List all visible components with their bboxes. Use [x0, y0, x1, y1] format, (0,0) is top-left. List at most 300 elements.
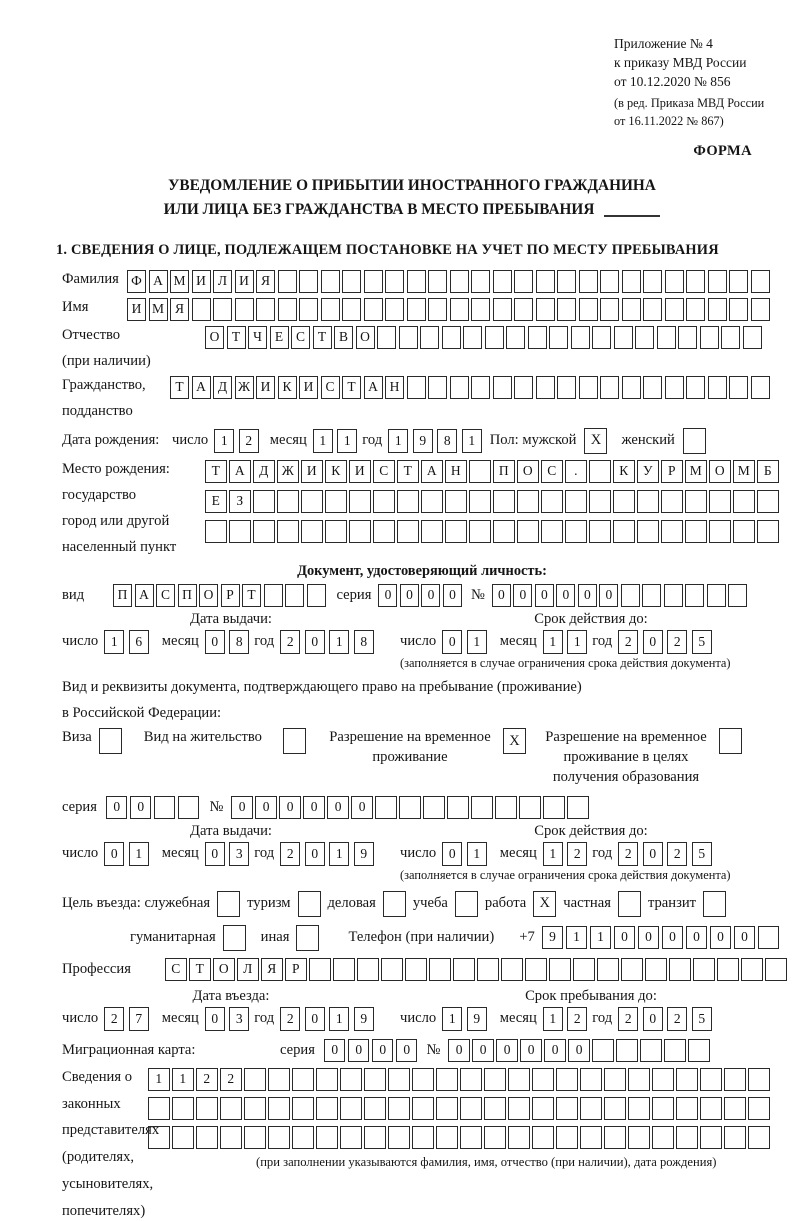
char-cell[interactable] — [557, 376, 576, 399]
char-cell[interactable] — [429, 958, 451, 981]
char-cell[interactable]: Б — [757, 460, 779, 483]
char-cell[interactable] — [600, 298, 619, 321]
char-cell[interactable] — [536, 298, 555, 321]
char-cell[interactable]: 1 — [337, 429, 357, 453]
char-cell[interactable] — [268, 1126, 290, 1149]
char-cell[interactable]: В — [334, 326, 353, 349]
char-cell[interactable]: М — [733, 460, 755, 483]
char-cell[interactable] — [453, 958, 475, 981]
stay-until-day-cells[interactable] — [442, 1007, 487, 1031]
char-cell[interactable]: Я — [170, 298, 189, 321]
char-cell[interactable] — [278, 298, 297, 321]
birthplace-cells-row1[interactable] — [205, 460, 779, 483]
char-cell[interactable] — [579, 376, 598, 399]
char-cell[interactable] — [757, 520, 779, 543]
char-cell[interactable] — [381, 958, 403, 981]
char-cell[interactable]: 0 — [544, 1039, 566, 1062]
char-cell[interactable]: Д — [213, 376, 232, 399]
char-cell[interactable] — [342, 270, 361, 293]
char-cell[interactable]: А — [192, 376, 211, 399]
doc-type-cells[interactable] — [113, 584, 326, 607]
char-cell[interactable] — [412, 1126, 434, 1149]
char-cell[interactable] — [445, 520, 467, 543]
char-cell[interactable] — [321, 298, 340, 321]
char-cell[interactable] — [196, 1097, 218, 1120]
stay-series-cells[interactable] — [106, 796, 200, 819]
char-cell[interactable]: 2 — [567, 842, 587, 866]
char-cell[interactable] — [621, 584, 640, 607]
char-cell[interactable] — [724, 1068, 746, 1091]
char-cell[interactable]: 2 — [104, 1007, 124, 1031]
birthplace-cells-row2[interactable] — [205, 490, 779, 513]
char-cell[interactable]: 1 — [543, 1007, 563, 1031]
char-cell[interactable]: О — [213, 958, 235, 981]
char-cell[interactable] — [669, 958, 691, 981]
char-cell[interactable] — [307, 584, 326, 607]
char-cell[interactable]: А — [135, 584, 154, 607]
char-cell[interactable]: 2 — [618, 630, 638, 654]
char-cell[interactable]: 2 — [280, 630, 300, 654]
char-cell[interactable] — [688, 1039, 710, 1062]
char-cell[interactable]: Н — [445, 460, 467, 483]
char-cell[interactable] — [748, 1097, 770, 1120]
stay-issue-year-cells[interactable] — [280, 842, 374, 866]
char-cell[interactable]: Ж — [235, 376, 254, 399]
char-cell[interactable] — [421, 520, 443, 543]
char-cell[interactable]: 0 — [643, 842, 663, 866]
char-cell[interactable] — [450, 298, 469, 321]
char-cell[interactable]: 0 — [442, 842, 462, 866]
char-cell[interactable] — [733, 490, 755, 513]
char-cell[interactable] — [447, 796, 469, 819]
char-cell[interactable]: Ч — [248, 326, 267, 349]
char-cell[interactable] — [597, 958, 619, 981]
char-cell[interactable] — [407, 270, 426, 293]
char-cell[interactable]: 1 — [543, 630, 563, 654]
char-cell[interactable] — [637, 490, 659, 513]
char-cell[interactable] — [471, 270, 490, 293]
char-cell[interactable] — [686, 270, 705, 293]
char-cell[interactable]: Р — [285, 958, 307, 981]
char-cell[interactable]: 0 — [279, 796, 301, 819]
char-cell[interactable] — [364, 1126, 386, 1149]
char-cell[interactable]: Р — [221, 584, 240, 607]
char-cell[interactable] — [700, 1068, 722, 1091]
char-cell[interactable]: 1 — [467, 842, 487, 866]
char-cell[interactable] — [621, 958, 643, 981]
char-cell[interactable]: Т — [242, 584, 261, 607]
char-cell[interactable] — [385, 298, 404, 321]
char-cell[interactable]: Т — [342, 376, 361, 399]
char-cell[interactable]: Е — [205, 490, 227, 513]
char-cell[interactable] — [445, 490, 467, 513]
char-cell[interactable] — [450, 270, 469, 293]
char-cell[interactable] — [148, 1126, 170, 1149]
char-cell[interactable] — [717, 958, 739, 981]
char-cell[interactable]: С — [156, 584, 175, 607]
char-cell[interactable]: 0 — [351, 796, 373, 819]
char-cell[interactable]: 0 — [305, 842, 325, 866]
char-cell[interactable] — [436, 1097, 458, 1120]
char-cell[interactable] — [364, 298, 383, 321]
char-cell[interactable] — [501, 958, 523, 981]
char-cell[interactable] — [388, 1068, 410, 1091]
representatives-row2[interactable] — [148, 1097, 782, 1120]
char-cell[interactable] — [686, 376, 705, 399]
char-cell[interactable] — [277, 490, 299, 513]
char-cell[interactable] — [412, 1068, 434, 1091]
char-cell[interactable] — [471, 796, 493, 819]
purpose-official-checkbox[interactable] — [217, 891, 240, 917]
char-cell[interactable]: 1 — [214, 429, 234, 453]
char-cell[interactable] — [536, 376, 555, 399]
char-cell[interactable] — [460, 1068, 482, 1091]
char-cell[interactable] — [600, 376, 619, 399]
char-cell[interactable] — [325, 520, 347, 543]
char-cell[interactable] — [469, 490, 491, 513]
char-cell[interactable] — [635, 326, 654, 349]
char-cell[interactable] — [349, 490, 371, 513]
char-cell[interactable] — [493, 376, 512, 399]
char-cell[interactable] — [709, 520, 731, 543]
char-cell[interactable]: Т — [313, 326, 332, 349]
char-cell[interactable]: 9 — [354, 842, 374, 866]
char-cell[interactable]: У — [637, 460, 659, 483]
char-cell[interactable] — [642, 584, 661, 607]
char-cell[interactable] — [580, 1097, 602, 1120]
char-cell[interactable]: И — [299, 376, 318, 399]
char-cell[interactable]: О — [517, 460, 539, 483]
char-cell[interactable] — [514, 298, 533, 321]
purpose-business-checkbox[interactable] — [383, 891, 406, 917]
char-cell[interactable] — [580, 1068, 602, 1091]
char-cell[interactable] — [565, 490, 587, 513]
char-cell[interactable] — [652, 1126, 674, 1149]
char-cell[interactable]: 0 — [472, 1039, 494, 1062]
char-cell[interactable]: 0 — [535, 584, 554, 607]
char-cell[interactable] — [514, 376, 533, 399]
char-cell[interactable] — [373, 490, 395, 513]
char-cell[interactable] — [708, 298, 727, 321]
char-cell[interactable]: 2 — [196, 1068, 218, 1091]
char-cell[interactable]: 1 — [329, 630, 349, 654]
char-cell[interactable] — [729, 298, 748, 321]
char-cell[interactable] — [589, 490, 611, 513]
char-cell[interactable] — [604, 1126, 626, 1149]
char-cell[interactable] — [728, 584, 747, 607]
char-cell[interactable]: 2 — [667, 842, 687, 866]
char-cell[interactable] — [292, 1097, 314, 1120]
char-cell[interactable]: 0 — [568, 1039, 590, 1062]
char-cell[interactable] — [292, 1068, 314, 1091]
char-cell[interactable] — [652, 1068, 674, 1091]
char-cell[interactable]: 2 — [280, 1007, 300, 1031]
gender-female-checkbox[interactable] — [683, 428, 706, 454]
char-cell[interactable]: 1 — [329, 1007, 349, 1031]
char-cell[interactable] — [541, 490, 563, 513]
char-cell[interactable] — [556, 1126, 578, 1149]
char-cell[interactable] — [373, 520, 395, 543]
char-cell[interactable] — [301, 490, 323, 513]
char-cell[interactable] — [676, 1097, 698, 1120]
char-cell[interactable]: С — [291, 326, 310, 349]
char-cell[interactable] — [450, 376, 469, 399]
doc-issue-year-cells[interactable] — [280, 630, 374, 654]
char-cell[interactable] — [428, 298, 447, 321]
char-cell[interactable]: 8 — [437, 429, 457, 453]
char-cell[interactable]: . — [565, 460, 587, 483]
char-cell[interactable]: Л — [237, 958, 259, 981]
char-cell[interactable] — [571, 326, 590, 349]
representatives-row1[interactable] — [148, 1068, 782, 1091]
char-cell[interactable]: 1 — [462, 429, 482, 453]
char-cell[interactable] — [253, 520, 275, 543]
doc-valid-year-cells[interactable] — [618, 630, 712, 654]
char-cell[interactable] — [484, 1068, 506, 1091]
char-cell[interactable] — [721, 326, 740, 349]
char-cell[interactable] — [708, 376, 727, 399]
char-cell[interactable]: Я — [261, 958, 283, 981]
char-cell[interactable] — [493, 270, 512, 293]
purpose-transit-checkbox[interactable] — [703, 891, 726, 917]
char-cell[interactable]: 0 — [492, 584, 511, 607]
char-cell[interactable] — [519, 796, 541, 819]
char-cell[interactable] — [678, 326, 697, 349]
migration-number-cells[interactable] — [448, 1039, 710, 1062]
char-cell[interactable] — [556, 1068, 578, 1091]
char-cell[interactable] — [700, 1126, 722, 1149]
char-cell[interactable] — [469, 520, 491, 543]
char-cell[interactable] — [514, 270, 533, 293]
char-cell[interactable] — [543, 796, 565, 819]
char-cell[interactable] — [388, 1097, 410, 1120]
char-cell[interactable] — [643, 298, 662, 321]
char-cell[interactable] — [751, 270, 770, 293]
char-cell[interactable] — [399, 326, 418, 349]
phone-cells[interactable] — [542, 926, 780, 949]
profession-cells[interactable] — [165, 958, 787, 981]
entry-month-cells[interactable] — [205, 1007, 250, 1031]
char-cell[interactable] — [709, 490, 731, 513]
char-cell[interactable] — [471, 376, 490, 399]
char-cell[interactable]: Т — [189, 958, 211, 981]
char-cell[interactable] — [556, 1097, 578, 1120]
char-cell[interactable]: М — [685, 460, 707, 483]
char-cell[interactable] — [506, 326, 525, 349]
char-cell[interactable]: 0 — [205, 630, 225, 654]
char-cell[interactable]: 0 — [638, 926, 660, 949]
char-cell[interactable]: 1 — [313, 429, 333, 453]
doc-number-cells[interactable] — [492, 584, 748, 607]
char-cell[interactable]: 2 — [667, 1007, 687, 1031]
char-cell[interactable] — [192, 298, 211, 321]
char-cell[interactable]: Я — [256, 270, 275, 293]
char-cell[interactable] — [748, 1126, 770, 1149]
char-cell[interactable]: 0 — [255, 796, 277, 819]
char-cell[interactable]: И — [127, 298, 146, 321]
rvp-education-checkbox[interactable] — [719, 728, 742, 754]
char-cell[interactable] — [613, 520, 635, 543]
char-cell[interactable] — [469, 460, 491, 483]
char-cell[interactable] — [316, 1126, 338, 1149]
char-cell[interactable] — [751, 376, 770, 399]
char-cell[interactable]: Л — [213, 270, 232, 293]
birthplace-cells-row3[interactable] — [205, 520, 779, 543]
char-cell[interactable]: А — [149, 270, 168, 293]
birth-year-cells[interactable] — [388, 429, 482, 453]
purpose-tourism-checkbox[interactable] — [298, 891, 321, 917]
char-cell[interactable]: О — [199, 584, 218, 607]
char-cell[interactable] — [614, 326, 633, 349]
purpose-study-checkbox[interactable] — [455, 891, 478, 917]
char-cell[interactable]: 0 — [348, 1039, 370, 1062]
char-cell[interactable] — [205, 520, 227, 543]
char-cell[interactable]: И — [256, 376, 275, 399]
char-cell[interactable] — [517, 520, 539, 543]
char-cell[interactable] — [460, 1097, 482, 1120]
char-cell[interactable] — [604, 1068, 626, 1091]
char-cell[interactable]: 0 — [578, 584, 597, 607]
char-cell[interactable] — [765, 958, 787, 981]
char-cell[interactable]: О — [356, 326, 375, 349]
char-cell[interactable] — [622, 298, 641, 321]
char-cell[interactable]: 0 — [205, 1007, 225, 1031]
char-cell[interactable] — [557, 298, 576, 321]
birth-month-cells[interactable] — [313, 429, 358, 453]
char-cell[interactable]: М — [170, 270, 189, 293]
char-cell[interactable] — [565, 520, 587, 543]
char-cell[interactable] — [637, 520, 659, 543]
char-cell[interactable] — [708, 270, 727, 293]
char-cell[interactable]: Р — [661, 460, 683, 483]
char-cell[interactable]: 2 — [618, 842, 638, 866]
char-cell[interactable] — [508, 1097, 530, 1120]
char-cell[interactable] — [277, 520, 299, 543]
char-cell[interactable]: 1 — [388, 429, 408, 453]
char-cell[interactable]: 0 — [443, 584, 462, 607]
char-cell[interactable]: 2 — [220, 1068, 242, 1091]
char-cell[interactable]: 9 — [413, 429, 433, 453]
char-cell[interactable] — [264, 584, 283, 607]
char-cell[interactable] — [477, 958, 499, 981]
char-cell[interactable] — [412, 1097, 434, 1120]
char-cell[interactable] — [235, 298, 254, 321]
char-cell[interactable] — [172, 1126, 194, 1149]
char-cell[interactable] — [385, 270, 404, 293]
char-cell[interactable]: 0 — [643, 1007, 663, 1031]
char-cell[interactable] — [693, 958, 715, 981]
char-cell[interactable]: А — [364, 376, 383, 399]
char-cell[interactable] — [685, 490, 707, 513]
char-cell[interactable] — [592, 1039, 614, 1062]
char-cell[interactable] — [364, 270, 383, 293]
char-cell[interactable]: 9 — [354, 1007, 374, 1031]
char-cell[interactable] — [592, 326, 611, 349]
rvp-checkbox[interactable]: X — [503, 728, 526, 754]
char-cell[interactable]: Е — [270, 326, 289, 349]
char-cell[interactable]: С — [373, 460, 395, 483]
char-cell[interactable] — [665, 376, 684, 399]
char-cell[interactable]: 9 — [467, 1007, 487, 1031]
char-cell[interactable] — [471, 298, 490, 321]
char-cell[interactable] — [428, 270, 447, 293]
char-cell[interactable]: Т — [205, 460, 227, 483]
char-cell[interactable] — [364, 1068, 386, 1091]
char-cell[interactable] — [220, 1126, 242, 1149]
char-cell[interactable] — [628, 1126, 650, 1149]
char-cell[interactable] — [340, 1126, 362, 1149]
char-cell[interactable] — [664, 1039, 686, 1062]
char-cell[interactable]: 1 — [329, 842, 349, 866]
char-cell[interactable]: 0 — [599, 584, 618, 607]
char-cell[interactable]: 0 — [513, 584, 532, 607]
char-cell[interactable] — [172, 1097, 194, 1120]
doc-issue-day-cells[interactable] — [104, 630, 149, 654]
char-cell[interactable] — [268, 1068, 290, 1091]
char-cell[interactable] — [299, 270, 318, 293]
char-cell[interactable] — [579, 270, 598, 293]
char-cell[interactable] — [316, 1097, 338, 1120]
char-cell[interactable] — [508, 1068, 530, 1091]
char-cell[interactable] — [567, 796, 589, 819]
char-cell[interactable]: 1 — [590, 926, 612, 949]
char-cell[interactable]: 0 — [231, 796, 253, 819]
char-cell[interactable] — [707, 584, 726, 607]
visa-checkbox[interactable] — [99, 728, 122, 754]
patronymic-cells[interactable] — [205, 326, 762, 349]
char-cell[interactable]: 1 — [543, 842, 563, 866]
char-cell[interactable] — [325, 490, 347, 513]
char-cell[interactable] — [484, 1126, 506, 1149]
char-cell[interactable] — [700, 1097, 722, 1120]
char-cell[interactable]: 2 — [618, 1007, 638, 1031]
char-cell[interactable] — [622, 270, 641, 293]
char-cell[interactable] — [460, 1126, 482, 1149]
char-cell[interactable] — [724, 1097, 746, 1120]
char-cell[interactable] — [388, 1126, 410, 1149]
char-cell[interactable] — [508, 1126, 530, 1149]
char-cell[interactable] — [652, 1097, 674, 1120]
char-cell[interactable] — [420, 326, 439, 349]
char-cell[interactable] — [220, 1097, 242, 1120]
char-cell[interactable] — [301, 520, 323, 543]
char-cell[interactable]: 0 — [442, 630, 462, 654]
char-cell[interactable] — [580, 1126, 602, 1149]
char-cell[interactable] — [423, 796, 445, 819]
char-cell[interactable] — [278, 270, 297, 293]
char-cell[interactable] — [685, 584, 704, 607]
char-cell[interactable]: 0 — [305, 630, 325, 654]
char-cell[interactable]: Т — [227, 326, 246, 349]
char-cell[interactable] — [643, 376, 662, 399]
char-cell[interactable] — [573, 958, 595, 981]
char-cell[interactable] — [640, 1039, 662, 1062]
char-cell[interactable] — [657, 326, 676, 349]
char-cell[interactable]: 0 — [396, 1039, 418, 1062]
doc-series-cells[interactable] — [378, 584, 462, 607]
char-cell[interactable]: 0 — [643, 630, 663, 654]
char-cell[interactable] — [604, 1097, 626, 1120]
char-cell[interactable] — [340, 1097, 362, 1120]
char-cell[interactable] — [589, 460, 611, 483]
char-cell[interactable]: П — [178, 584, 197, 607]
char-cell[interactable] — [495, 796, 517, 819]
char-cell[interactable]: 7 — [129, 1007, 149, 1031]
char-cell[interactable] — [741, 958, 763, 981]
stay-until-year-cells[interactable] — [618, 1007, 712, 1031]
char-cell[interactable]: Ж — [277, 460, 299, 483]
char-cell[interactable] — [664, 584, 683, 607]
